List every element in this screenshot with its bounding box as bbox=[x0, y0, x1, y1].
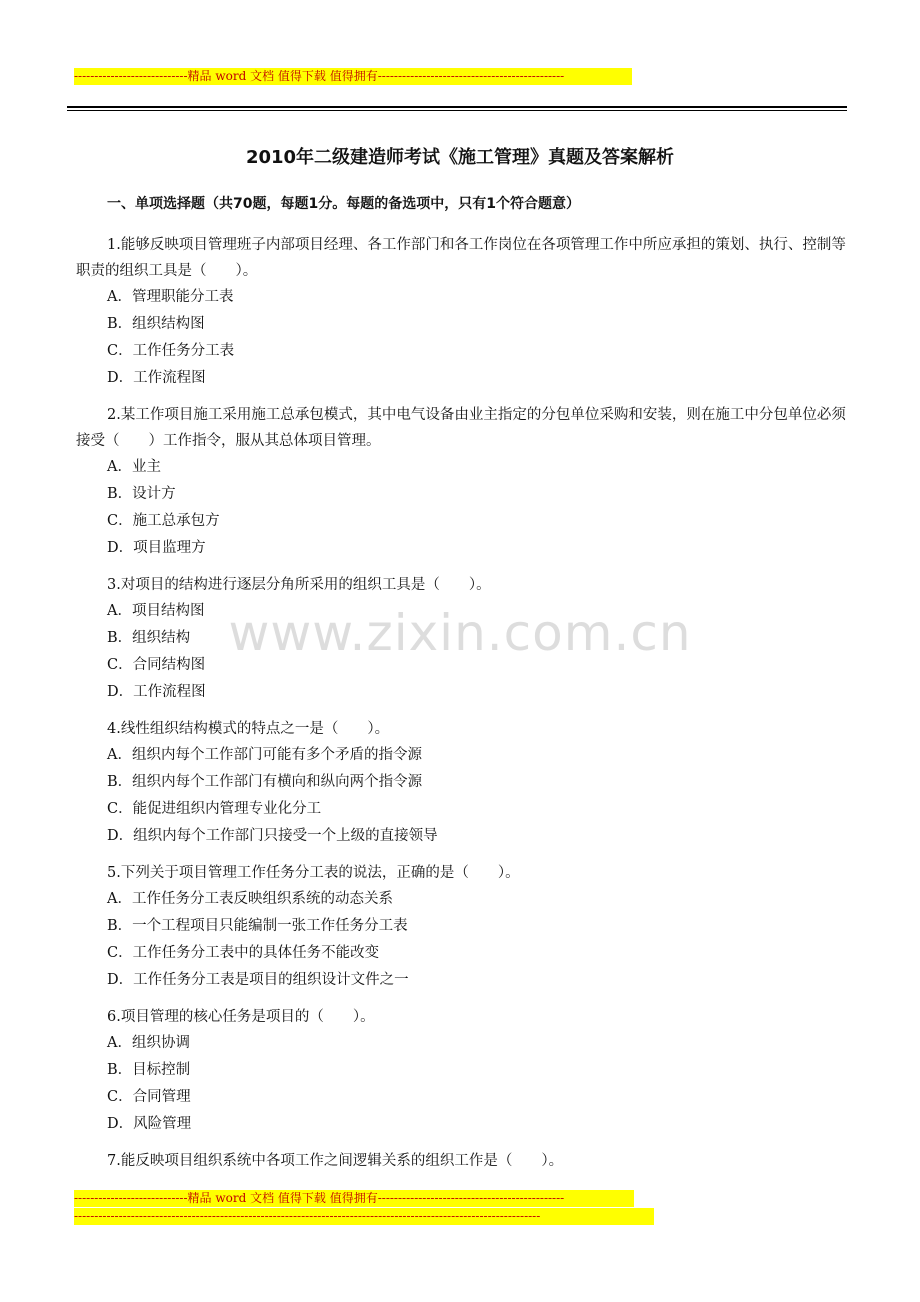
question-stem: 5.下列关于项目管理工作任务分工表的说法，正确的是（ ）。 bbox=[107, 865, 520, 881]
question-item bbox=[76, 1004, 846, 1138]
option-d: D．工作任务分工表是项目的组织设计文件之一 bbox=[107, 972, 409, 988]
option-b: B．设计方 bbox=[107, 486, 176, 502]
option-b: B．组织内每个工作部门有横向和纵向两个指令源 bbox=[107, 774, 423, 790]
question-item bbox=[76, 232, 846, 392]
option-a: A．组织协调 bbox=[107, 1035, 190, 1051]
footer-dash-line: ------------------------------------------------------------------------------------------------------------------- bbox=[74, 1208, 654, 1225]
option-c: C．工作任务分工表中的具体任务不能改变 bbox=[107, 945, 380, 961]
option-b: B．目标控制 bbox=[107, 1062, 191, 1078]
option-a: A．管理职能分工表 bbox=[107, 289, 234, 305]
section-heading: 一、单项选择题（共70题，每题1分。每题的备选项中，只有1个符合题意） bbox=[107, 196, 580, 212]
option-d: D．工作流程图 bbox=[107, 370, 206, 386]
question-item bbox=[76, 860, 846, 994]
footer-banner: ----------------------------精品 word 文档 值得下载 值得拥有---------------------------------------------- bbox=[74, 1190, 634, 1207]
option-a: A．业主 bbox=[107, 459, 161, 475]
question-item bbox=[76, 716, 846, 850]
header-banner: ----------------------------精品 word 文档 值得下载 值得拥有---------------------------------------------- bbox=[74, 68, 632, 85]
option-c: C．工作任务分工表 bbox=[107, 343, 235, 359]
question-list bbox=[76, 232, 846, 1184]
option-c: C．施工总承包方 bbox=[107, 513, 220, 529]
question-stem: 2.某工作项目施工采用施工总承包模式，其中电气设备由业主指定的分包单位采购和安装，则在施工中分包单位必须接受（ ）工作指令，服从其总体项目管理。 bbox=[76, 407, 846, 449]
question-stem: 7.能反映项目组织系统中各项工作之间逻辑关系的组织工作是（ ）。 bbox=[107, 1153, 564, 1169]
option-b: B．组织结构 bbox=[107, 630, 191, 646]
option-b: B．一个工程项目只能编制一张工作任务分工表 bbox=[107, 918, 408, 934]
option-c: C．合同管理 bbox=[107, 1089, 191, 1105]
header-rule-thin bbox=[67, 110, 847, 111]
option-d: D．组织内每个工作部门只接受一个上级的直接领导 bbox=[107, 828, 438, 844]
option-c: C．能促进组织内管理专业化分工 bbox=[107, 801, 322, 817]
question-item bbox=[76, 572, 846, 706]
question-item bbox=[76, 402, 846, 562]
question-stem: 1.能够反映项目管理班子内部项目经理、各工作部门和各工作岗位在各项管理工作中所应承担的策划、执行、控制等职责的组织工具是（ ）。 bbox=[76, 237, 846, 279]
option-a: A．项目结构图 bbox=[107, 603, 205, 619]
option-a: A．工作任务分工表反映组织系统的动态关系 bbox=[107, 891, 393, 907]
option-b: B．组织结构图 bbox=[107, 316, 205, 332]
question-stem: 3.对项目的结构进行逐层分角所采用的组织工具是（ ）。 bbox=[107, 577, 491, 593]
option-d: D．工作流程图 bbox=[107, 684, 206, 700]
option-d: D．风险管理 bbox=[107, 1116, 192, 1132]
document-title: 2010年二级建造师考试《施工管理》真题及答案解析 bbox=[245, 147, 675, 168]
question-stem: 4.线性组织结构模式的特点之一是（ ）。 bbox=[107, 721, 390, 737]
option-a: A．组织内每个工作部门可能有多个矛盾的指令源 bbox=[107, 747, 422, 763]
option-d: D．项目监理方 bbox=[107, 540, 206, 556]
watermark: www.zixin.com.cn bbox=[228, 604, 692, 662]
question-stem: 6.项目管理的核心任务是项目的（ ）。 bbox=[107, 1009, 375, 1025]
option-c: C．合同结构图 bbox=[107, 657, 206, 673]
question-item bbox=[76, 1148, 846, 1174]
header-rule-thick bbox=[67, 106, 847, 108]
